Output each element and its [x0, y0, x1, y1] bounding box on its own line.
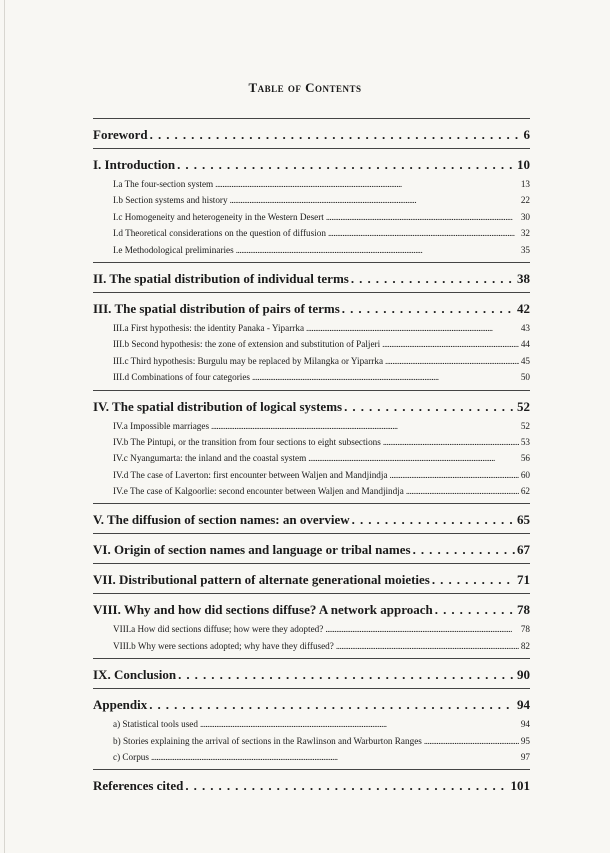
toc-section [93, 770, 530, 799]
page-number: 78 [520, 624, 530, 635]
toc-section [93, 504, 530, 533]
entry-label: III.a First hypothesis: the identity Panaka - Yiparrka [113, 322, 305, 333]
toc-section [93, 659, 530, 688]
page-number: 95 [520, 735, 530, 746]
toc-entry-subsection [93, 467, 530, 483]
toc-section [93, 534, 530, 563]
dot-leader [236, 242, 519, 258]
dot-leader [432, 571, 515, 589]
page-number: 45 [520, 355, 530, 366]
toc-entry-subsection [93, 176, 530, 192]
toc-entry-chapter [93, 777, 530, 795]
page-number: 13 [520, 179, 530, 189]
toc-entry-chapter [93, 156, 530, 174]
entry-label: IV.c Nyangumarta: the inland and the coastal system [113, 453, 307, 464]
dot-leader [230, 192, 519, 208]
dot-leader [177, 156, 515, 174]
entry-label: VIII.a How did sections diffuse; how were they adopted? [113, 624, 324, 635]
page-number: 101 [510, 778, 530, 794]
page-number: 35 [520, 244, 530, 255]
entry-label: I. Introduction [93, 157, 176, 172]
page-number: 67 [517, 542, 530, 558]
page-number: 22 [520, 195, 530, 206]
entry-label: III. The spatial distribution of pairs of terms [93, 300, 340, 316]
entry-label: IV.a Impossible marriages [113, 420, 210, 431]
page-number: 52 [520, 420, 530, 431]
entry-label: III.c Third hypothesis: Burgulu may be replaced by Milangka or Yiparrka [113, 355, 384, 366]
dot-leader [336, 638, 519, 654]
page-number: 78 [517, 602, 530, 618]
page-number: 53 [520, 436, 530, 447]
entry-label: c) Corpus [113, 752, 149, 763]
dot-leader [383, 434, 519, 450]
toc-entry-subsection [93, 336, 530, 352]
dot-leader [308, 450, 519, 466]
dot-leader [211, 418, 519, 434]
page-number: 44 [520, 339, 530, 350]
toc-entry-subsection [93, 192, 530, 208]
entry-label: V. The diffusion of section names: an overview [93, 512, 350, 528]
toc-entry-subsection [93, 733, 530, 749]
dot-leader [406, 483, 519, 499]
entry-label: IX. Conclusion [93, 667, 177, 683]
entry-label: III.b Second hypothesis: the zone of extension and substitution of Paljeri [113, 339, 381, 350]
dot-leader [151, 749, 519, 765]
page-number: 62 [520, 486, 530, 497]
entry-label: VIII. Why and how did sections diffuse? A network approach [93, 602, 433, 618]
entry-label: b) Stories explaining the arrival of sections in the Rawlinson and Warburton Ranges [113, 735, 422, 746]
toc-entry-subsection [93, 450, 530, 466]
entry-label: VII. Distributional pattern of alternate generational moieties [93, 572, 430, 588]
entry-label: References cited [93, 778, 184, 794]
dot-leader [352, 511, 515, 529]
entry-label: IV.e The case of Kalgoorlie: second encounter between Waljen and Mandjindja [113, 486, 404, 497]
toc-entry-subsection [93, 621, 530, 637]
page-number: 71 [517, 572, 530, 588]
dot-leader [325, 621, 518, 637]
toc-entry-subsection [93, 418, 530, 434]
dot-leader [178, 666, 515, 684]
page-number: 82 [520, 640, 530, 651]
toc-entry-subsection [93, 242, 530, 258]
toc-entry-subsection [93, 369, 530, 385]
dot-leader [200, 716, 519, 732]
entry-label: VI. Origin of section names and language or tribal names [93, 542, 411, 558]
dot-leader [413, 541, 515, 559]
entry-label: I.c Homogeneity and heterogeneity in the Western Desert [113, 211, 324, 222]
entry-label: I.d Theoretical considerations on the question of diffusion [113, 228, 326, 239]
toc-section [93, 564, 530, 593]
toc-entry-chapter [93, 126, 530, 144]
dot-leader [342, 300, 515, 318]
dot-leader [435, 601, 515, 619]
entry-label: IV.d The case of Laverton: first encounter between Waljen and Mandjindja [113, 469, 388, 480]
page-number: 65 [517, 512, 530, 528]
dot-leader [150, 126, 522, 144]
page-number: 50 [520, 372, 530, 383]
entry-label: II. The spatial distribution of individual terms [93, 270, 349, 286]
toc-section [93, 594, 530, 658]
toc-entry-chapter [93, 696, 530, 714]
page-number: 60 [520, 469, 530, 480]
page-number: 6 [523, 127, 530, 142]
entry-label: I.b Section systems and history [113, 195, 228, 206]
page-number: 32 [520, 228, 530, 239]
toc-entry-subsection [93, 225, 530, 241]
page-number: 52 [517, 398, 530, 414]
toc-entry-subsection [93, 320, 530, 336]
toc-entry-chapter [93, 571, 530, 589]
toc-section [93, 263, 530, 292]
toc-entry-subsection [93, 716, 530, 732]
page-number: 90 [517, 667, 530, 683]
toc-entry-subsection [93, 749, 530, 765]
page-number: 38 [517, 270, 530, 286]
entry-label: IV.b The Pintupi, or the transition from four sections to eight subsections [113, 436, 381, 447]
page-number: 97 [520, 752, 530, 763]
toc-section [93, 689, 530, 769]
toc-entry-subsection [93, 209, 530, 225]
entry-label: IV. The spatial distribution of logical systems [93, 398, 343, 414]
page-title: Table of Contents [248, 80, 362, 95]
toc-section [93, 119, 530, 148]
toc-entry-chapter [93, 270, 530, 288]
entry-label: a) Statistical tools used [113, 719, 198, 730]
page-number: 10 [517, 157, 530, 172]
dot-leader [328, 225, 519, 241]
dot-leader [252, 369, 519, 385]
toc-entry-chapter [93, 300, 530, 318]
toc-entry-chapter [93, 666, 530, 684]
entry-label: VIII.b Why were sections adopted; why have they diffused? [113, 640, 334, 651]
toc-section [93, 149, 530, 262]
dot-leader [344, 398, 515, 416]
toc-section [93, 391, 530, 504]
toc-section [93, 293, 530, 390]
entry-label: III.d Combinations of four categories [113, 372, 251, 383]
toc-entry-subsection [93, 434, 530, 450]
page-number: 94 [520, 719, 530, 730]
entry-label: Appendix [93, 697, 148, 713]
toc-entry-subsection [93, 638, 530, 654]
dot-leader [326, 209, 519, 225]
page-number: 56 [520, 453, 530, 464]
toc-entry-chapter [93, 541, 530, 559]
dot-leader [382, 336, 519, 352]
toc-entry-chapter [93, 511, 530, 529]
page-number: 94 [517, 697, 530, 713]
entry-label: I.e Methodological preliminaries [113, 244, 234, 255]
toc-entry-subsection [93, 483, 530, 499]
dot-leader [185, 777, 508, 795]
page-number: 42 [517, 300, 530, 316]
page-number: 43 [520, 322, 530, 333]
table-of-contents [93, 118, 530, 799]
entry-label: Foreword [93, 127, 148, 142]
dot-leader [424, 733, 519, 749]
toc-entry-chapter [93, 601, 530, 619]
page-number: 30 [520, 211, 530, 222]
dot-leader [390, 467, 519, 483]
entry-label: I.a The four-section system [113, 179, 214, 189]
toc-entry-subsection [93, 353, 530, 369]
dot-leader [215, 176, 519, 192]
dot-leader [306, 320, 519, 336]
dot-leader [351, 270, 515, 288]
dot-leader [385, 353, 519, 369]
toc-entry-chapter [93, 398, 530, 416]
dot-leader [149, 696, 515, 714]
